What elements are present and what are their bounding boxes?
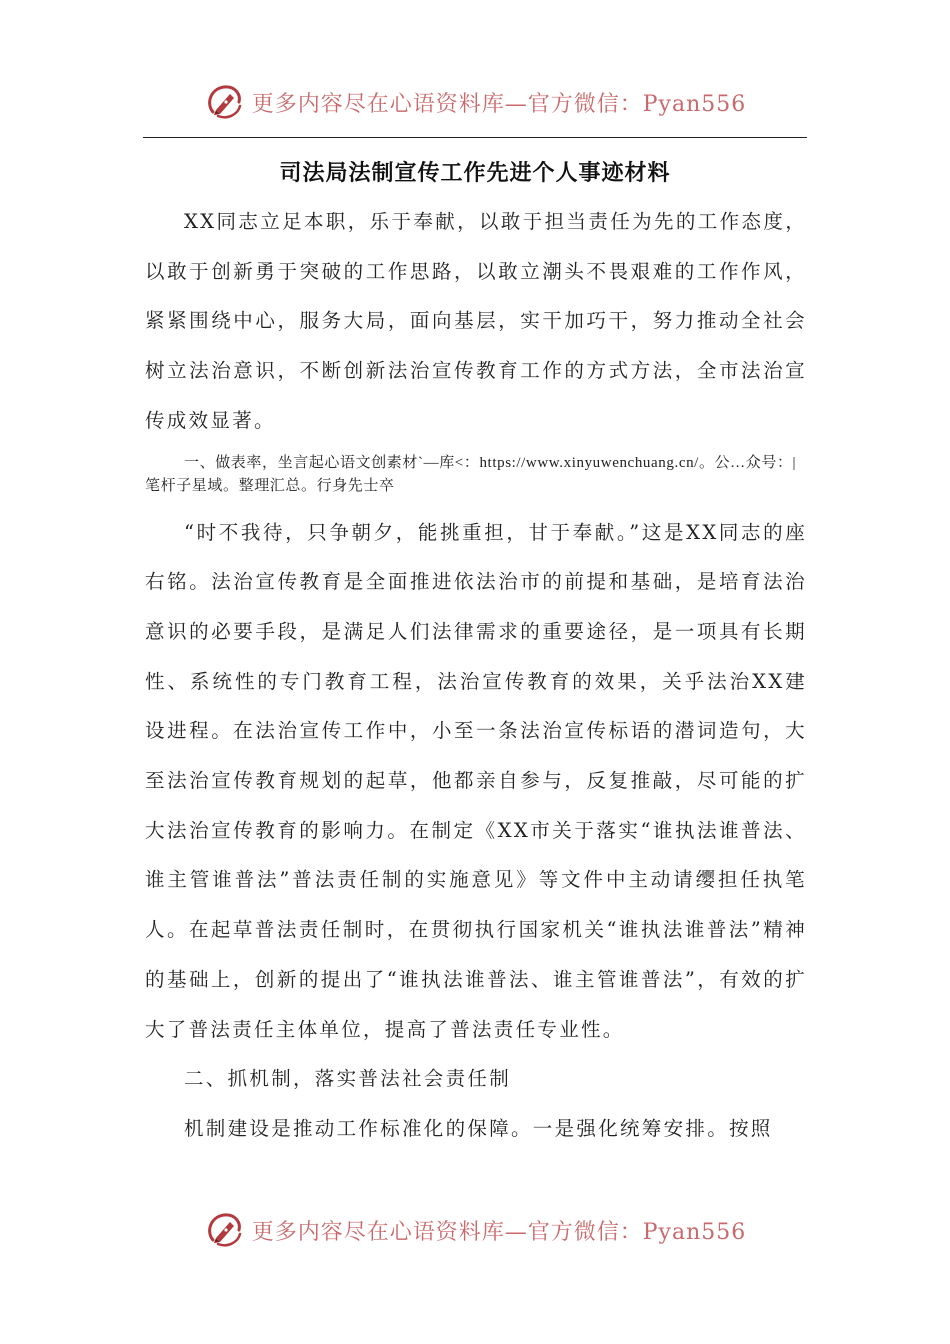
header-banner-text: 更多内容尽在心语资料库—官方微信：Pyan556: [251, 91, 747, 117]
pen-nib-circle-icon: [204, 1210, 244, 1250]
footer-banner: [0, 1208, 950, 1252]
body-paragraph: 机制建设是推动工作标准化的保障。一是强化统筹安排。按照: [184, 1116, 773, 1140]
header-divider: [143, 137, 807, 138]
footer-banner-text: 更多内容尽在心语资料库—官方微信：Pyan556: [251, 1219, 747, 1245]
body-paragraph: “时不我待，只争朝夕，能挑重担，甘于奉献。”这是XX同志的座右铭。法治宣传教育是全面推进依法治市的前提和基础，是培育法治意识的必要手段，是满足人们法律需求的重要途径，是一项具有长期性、系统性的专门教育工程，法治宣传教育的效果，关乎法治XX建设进程。在法治宣传工作中，小至一条法治宣传标语的潜词造句，大至法治宣传教育规划的起草，他都亲自参与，反复推敲，尽可能的扩大法治宣传教育的影响力。在制定《XX市关于落实“谁执法谁普法、谁主管谁普法”普法责任制的实施意见》等文件中主动请缨担任执笔人。在起草普法责任制时，在贯彻执行国家机关“谁执法谁普法”精神的基础上，创新的提出了“谁执法谁普法、谁主管谁普法”，有效的扩大了普法责任主体单位，提高了普法责任专业性。: [145, 520, 807, 1041]
body-paragraph: XX同志立足本职，乐于奉献，以敢于担当责任为先的工作态度，以敢于创新勇于突破的工作思路，以敢立潮头不畏艰难的工作作风，紧紧围绕中心，服务大局，面向基层，实干加巧干，努力推动全社会树立法治意识，不断创新法治宣传教育工作的方式方法，全市法治宣传成效显著。: [145, 210, 807, 432]
pen-nib-circle-icon: [204, 82, 244, 122]
watermark-note: 一、做表率，坐言起心语文创素材`—库<：https://www.xinyuwenchuang.cn/。公…众号：|笔杆子星域。整理汇总。行身先士卒: [145, 454, 797, 494]
document-body: [145, 197, 807, 1154]
header-banner: [0, 80, 950, 124]
section-heading: 二、抓机制，落实普法社会责任制: [184, 1067, 512, 1091]
document-title: 司法局法制宣传工作先进个人事迹材料: [279, 161, 671, 186]
